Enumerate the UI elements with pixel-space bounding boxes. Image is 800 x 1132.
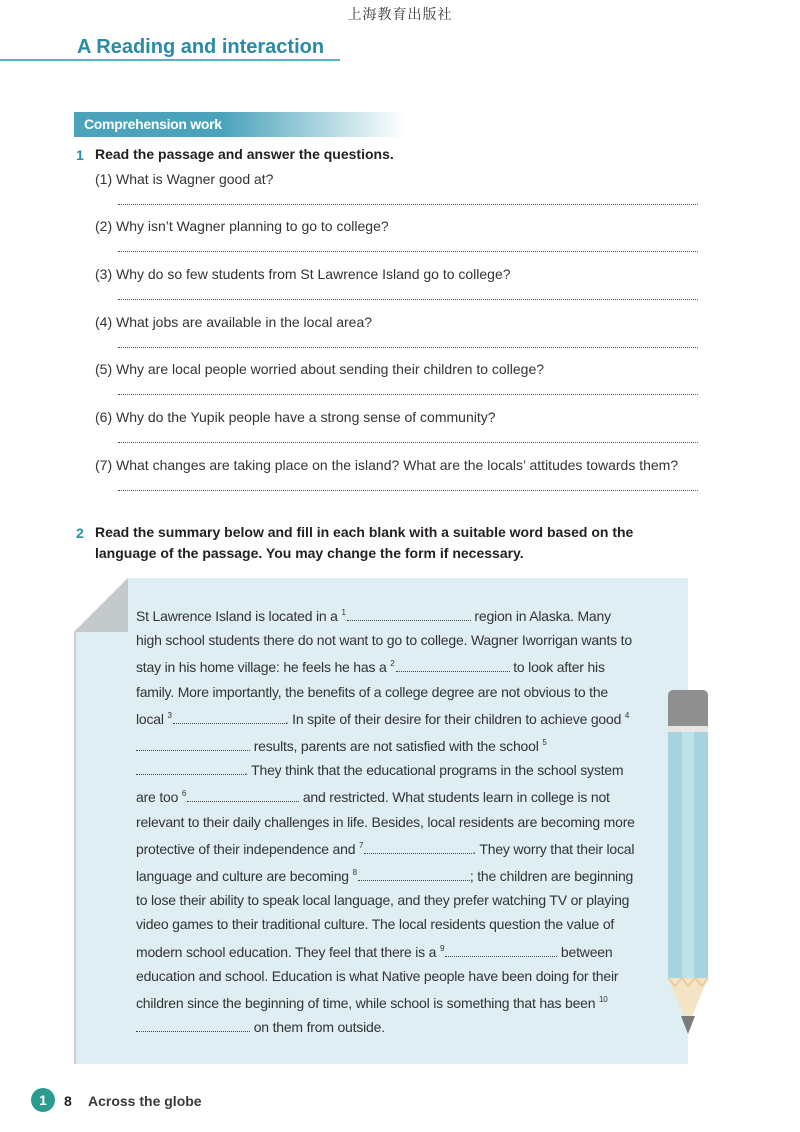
pencil-lead: [681, 1016, 695, 1034]
task2-instruction-line1: Read the summary below and fill in each blank with a suitable word based on the: [95, 524, 634, 540]
pencil-ferrule: [668, 726, 708, 732]
question-text: (7) What changes are taking place on the island? What are the locals’ attitudes towards them?: [95, 457, 679, 473]
summary-paragraph: [136, 601, 636, 1039]
task1-instruction: Read the passage and answer the questions.: [95, 146, 394, 162]
blank-number: 4: [624, 710, 630, 720]
answer-line[interactable]: [118, 442, 698, 443]
question-6: [95, 409, 715, 449]
summary-segment: . In spite of their desire for their children to achieve good: [284, 710, 622, 727]
blank-number: 2: [390, 659, 395, 669]
question-5: [95, 361, 715, 401]
summary-segment: . They worry that their local language and culture are becoming: [136, 840, 635, 885]
pencil-illustration: [666, 690, 710, 1040]
footer-title: Across the globe: [88, 1093, 202, 1109]
summary-segment: and restricted. What students learn in college is not relevant to their daily challenges in life. Besides, local residents are becoming more protective of their independence and: [136, 789, 635, 857]
summary-segment: ; the children are beginning to lose their ability to speak local language, and they prefer watching TV or playing video games to their traditional culture. The local residents question the value of modern school education. They feel that there is a: [136, 868, 634, 960]
page-fold-flap: [74, 578, 128, 632]
pencil-eraser: [668, 690, 708, 732]
answer-line[interactable]: [118, 251, 698, 252]
task1-number: 1: [76, 147, 84, 163]
question-text: (3) Why do so few students from St Lawrence Island go to college?: [95, 266, 511, 282]
publisher-header: 上海教育出版社: [347, 7, 453, 23]
blank-number: 5: [542, 738, 547, 748]
blank-number: 1: [341, 608, 346, 617]
blank-2[interactable]: [396, 658, 510, 672]
summary-segment: region in Alaska. Many high school students there do not want to go to college. Wagner Iworrigan wants to stay in his home village: he feels he has a: [136, 608, 632, 676]
section-title: A Reading and interaction: [77, 36, 325, 58]
blank-3[interactable]: [173, 710, 285, 724]
question-text: (5) Why are local people worried about sending their children to college?: [95, 361, 545, 377]
summary-segment: to look after his family. More importantly, the benefits of a college degree are not obvious to the local: [136, 659, 608, 727]
blank-9[interactable]: [445, 943, 557, 957]
summary-segment: on them from outside.: [253, 1019, 385, 1036]
blank-5[interactable]: [136, 761, 244, 775]
pencil-body-highlight: [682, 732, 694, 978]
blank-number: 8: [352, 868, 357, 878]
blank-number: 10: [599, 995, 608, 1005]
comprehension-banner: [74, 112, 404, 137]
question-3: [95, 266, 715, 306]
box-shadow: [74, 632, 76, 1064]
summary-segment: St Lawrence Island is located in a: [136, 608, 338, 624]
blank-number: 7: [359, 840, 364, 850]
blank-7[interactable]: [364, 840, 472, 854]
question-2: [95, 218, 715, 258]
page-number: 8: [64, 1093, 72, 1109]
answer-line[interactable]: [118, 347, 698, 348]
question-1: [95, 171, 715, 211]
question-text: (2) Why isn’t Wagner planning to go to college?: [95, 218, 389, 234]
question-text: (4) What jobs are available in the local area?: [95, 314, 373, 330]
answer-line[interactable]: [118, 299, 698, 300]
blank-number: 9: [439, 943, 445, 953]
summary-segment: . They think that the educational programs in the school system are too: [136, 762, 624, 806]
task2-number: 2: [76, 525, 84, 541]
section-divider: [0, 59, 340, 61]
question-text: (1) What is Wagner good at?: [95, 171, 274, 187]
blank-6[interactable]: [187, 788, 299, 802]
blank-8[interactable]: [358, 867, 470, 881]
question-7: [95, 457, 715, 497]
summary-segment: results, parents are not satisfied with the school: [253, 738, 539, 755]
question-4: [95, 314, 715, 354]
unit-badge: 1: [31, 1088, 55, 1112]
blank-1[interactable]: [347, 607, 471, 621]
summary-segment: between education and school. Education is what Native people have been doing for their children since the beginning of time, while school is something that has been: [136, 943, 619, 1012]
question-text: (6) Why do the Yupik people have a strong sense of community?: [95, 409, 496, 425]
blank-number: 6: [181, 789, 187, 799]
answer-line[interactable]: [118, 490, 698, 491]
blank-number: 3: [167, 710, 172, 720]
blank-10[interactable]: [136, 1018, 250, 1032]
task2-instruction-line2: language of the passage. You may change the form if necessary.: [95, 545, 524, 561]
blank-4[interactable]: [136, 737, 250, 751]
answer-line[interactable]: [118, 394, 698, 395]
answer-line[interactable]: [118, 204, 698, 205]
banner-label: Comprehension work: [84, 116, 222, 132]
